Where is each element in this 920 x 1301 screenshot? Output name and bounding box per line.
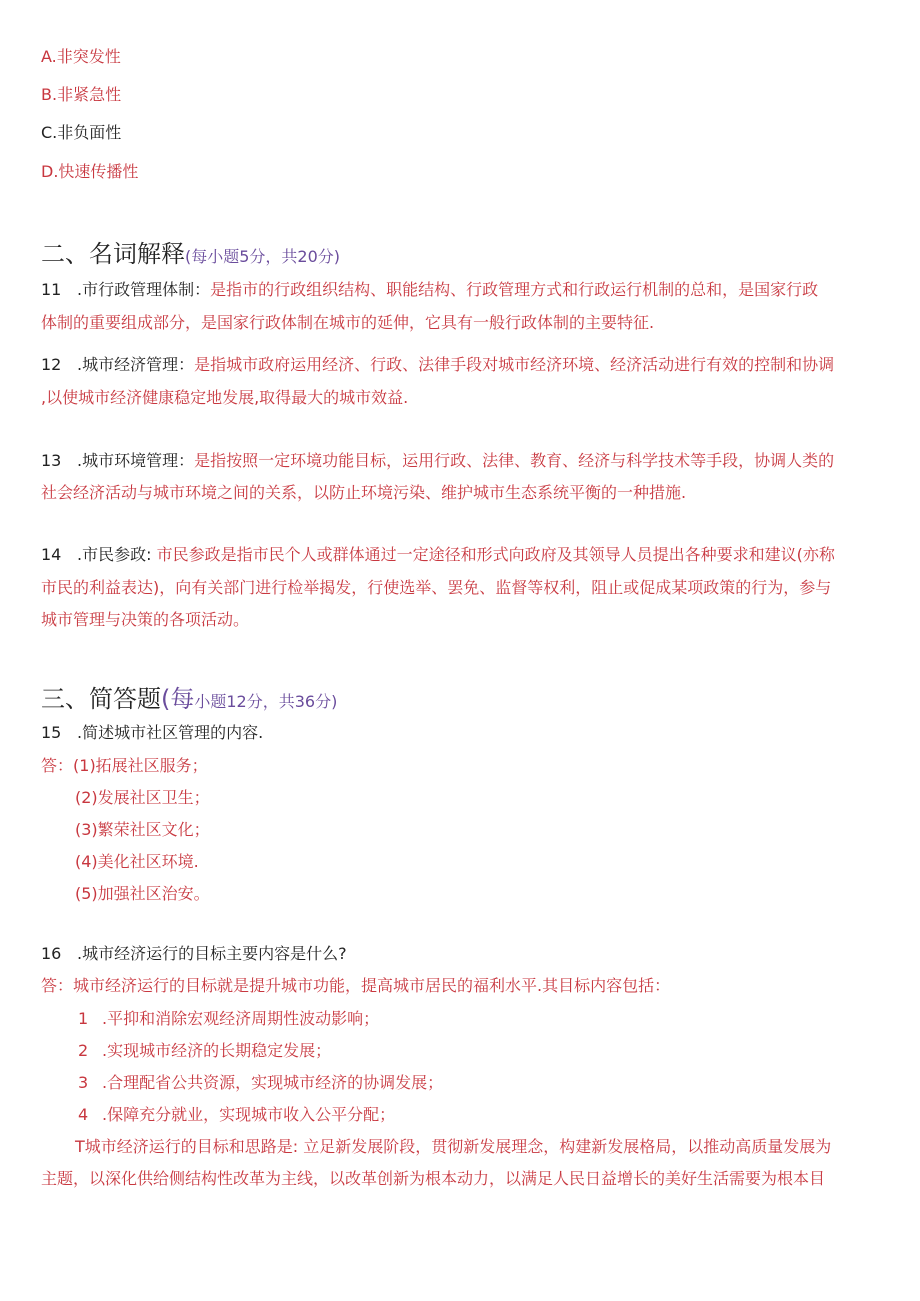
q14-term: .市民参政:	[77, 545, 152, 564]
section-2-note: (每小题5分，共20分)	[185, 247, 341, 266]
q16-item-4-number: 4	[78, 1105, 89, 1124]
q13-line1	[41, 450, 834, 472]
q16-item-2	[78, 1040, 331, 1062]
q16-answer: 答：城市经济运行的目标就是提升城市功能，提高城市居民的福利水平.其目标内容包括：	[41, 976, 671, 995]
q15-question: .简述城市社区管理的内容.	[77, 723, 264, 742]
q15-question-line	[41, 722, 263, 744]
section-3-note-start: (每	[161, 685, 195, 713]
q16-item-3-text: .合理配省公共资源，实现城市经济的协调发展；	[102, 1073, 444, 1092]
section-2-title: 二、名词解释	[41, 240, 185, 268]
q16-question-line	[41, 943, 347, 965]
q11-def-line1: 是指市的行政组织结构、职能结构、行政管理方式和行政运行机制的总和，是国家行政	[210, 280, 819, 299]
q13-def-line1: 是指按照一定环境功能目标，运用行政、法律、教育、经济与科学技术等手段，协调人类的	[194, 451, 835, 470]
q16-number: 16	[41, 944, 62, 963]
q15-answer-prefix: 答：	[41, 756, 74, 775]
q13-term: .城市环境管理：	[77, 451, 195, 470]
q14-number: 14	[41, 545, 62, 564]
q16-item-1-number: 1	[78, 1009, 89, 1028]
q15-number: 15	[41, 723, 62, 742]
q16-item-3	[78, 1072, 443, 1094]
q14-def-line1: 市民参政是指市民个人或群体通过一定途径和形式向政府及其领导人员提出各种要求和建议(亦称	[151, 545, 835, 564]
q12-def-line2: ,以使城市经济健康稳定地发展,取得最大的城市效益.	[41, 388, 409, 407]
q15-item-2: (2)发展社区卫生；	[75, 788, 210, 807]
section-3-heading	[41, 684, 337, 717]
q11-term: .市行政管理体制：	[77, 280, 211, 299]
q11-number: 11	[41, 280, 62, 299]
q16-item-1	[78, 1008, 379, 1030]
q12-number: 12	[41, 355, 62, 374]
q16-para-line2: 主题，以深化供给侧结构性改革为主线，以改革创新为根本动力，以满足人民日益增长的美好生活需要为根本目	[41, 1169, 826, 1188]
q11-def-line2: 体制的重要组成部分，是国家行政体制在城市的延伸，它具有一般行政体制的主要特征.	[41, 313, 655, 332]
q16-item-4-text: .保障充分就业，实现城市收入公平分配；	[102, 1105, 396, 1124]
q14-def-line3: 城市管理与决策的各项活动。	[41, 610, 250, 629]
q16-item-2-number: 2	[78, 1041, 89, 1060]
q16-item-4	[78, 1104, 395, 1126]
section-2-heading	[41, 239, 340, 272]
q14-line1	[41, 544, 835, 566]
q15-item-4: (4)美化社区环境.	[75, 852, 199, 871]
q12-def-line1: 是指城市政府运用经济、行政、法律手段对城市经济环境、经济活动进行有效的控制和协调	[194, 355, 835, 374]
q13-def-line2: 社会经济活动与城市环境之间的关系，以防止环境污染、维护城市生态系统平衡的一种措施.	[41, 483, 687, 502]
q15-item-3: (3)繁荣社区文化；	[75, 820, 210, 839]
q15-item-5: (5)加强社区治安。	[75, 884, 210, 903]
q12-line1	[41, 354, 834, 376]
q16-para-line1: T城市经济运行的目标和思路是: 立足新发展阶段，贯彻新发展理念，构建新发展格局，以推动高质量发展为	[75, 1137, 832, 1156]
q16-question: .城市经济运行的目标主要内容是什么?	[77, 944, 347, 963]
option-d: D.快速传播性	[41, 162, 139, 181]
option-c: C.非负面性	[41, 123, 122, 142]
q12-term: .城市经济管理：	[77, 355, 195, 374]
option-b: B.非紧急性	[41, 85, 122, 104]
q16-item-2-text: .实现城市经济的长期稳定发展；	[102, 1041, 332, 1060]
q13-number: 13	[41, 451, 62, 470]
q16-item-3-number: 3	[78, 1073, 89, 1092]
q16-item-1-text: .平抑和消除宏观经济周期性波动影响；	[102, 1009, 380, 1028]
option-a: A.非突发性	[41, 47, 121, 66]
q15-answer-line1	[41, 755, 208, 777]
q14-def-line2: 市民的利益表达)，向有关部门进行检举揭发，行使选举、罢免、监督等权利，阻止或促成某项政策的行为，参与	[41, 578, 832, 597]
q15-item-1: (1)拓展社区服务；	[73, 756, 208, 775]
q11-line1	[41, 279, 818, 301]
section-3-note: 小题12分，共36分)	[194, 692, 338, 711]
section-3-title: 三、简答题	[41, 685, 161, 713]
